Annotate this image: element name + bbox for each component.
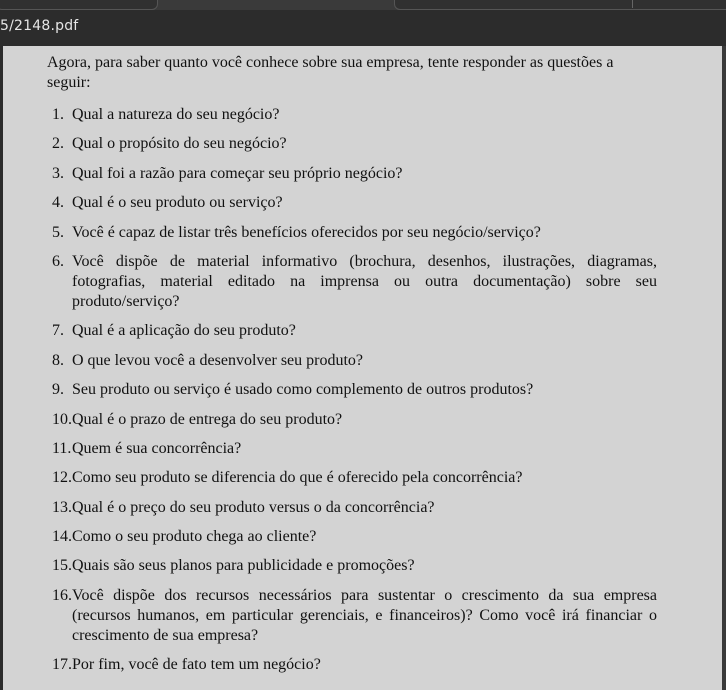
item-text: Quais são seus planos para publicidade e promoções? — [72, 557, 415, 575]
item-text: Qual é o prazo de entrega do seu produto? — [72, 410, 343, 428]
list-item — [47, 321, 657, 341]
item-number: 12. — [52, 469, 72, 487]
item-text: Qual é a aplicação do seu produto? — [72, 322, 296, 340]
list-item — [47, 252, 657, 312]
item-number: 2. — [52, 135, 64, 153]
item-text: Você é capaz de listar três benefícios oferecidos por seu negócio/serviço? — [72, 223, 541, 241]
viewer-toolbar — [0, 0, 726, 46]
item-number: 8. — [52, 351, 64, 369]
intro-paragraph: Agora, para saber quanto você conhece sobre sua empresa, tente responder as questões a seguir: — [47, 54, 614, 91]
item-number: 6. — [52, 252, 64, 270]
item-number: 16. — [52, 586, 72, 604]
item-number: 15. — [52, 557, 72, 575]
item-text: Qual a natureza do seu negócio? — [72, 106, 280, 123]
item-text: Qual é o preço do seu produto versus o da concorrência? — [72, 498, 435, 516]
item-number: 1. — [52, 106, 64, 123]
list-item — [47, 351, 657, 371]
scroll-gutter[interactable] — [722, 46, 726, 690]
list-item — [47, 498, 657, 518]
pdf-page — [3, 46, 722, 690]
item-text: Qual foi a razão para começar seu próprio negócio? — [72, 164, 403, 182]
item-text: Qual o propósito do seu negócio? — [72, 135, 287, 153]
item-text: Qual é o seu produto ou serviço? — [72, 194, 283, 212]
item-text: O que levou você a desenvolver seu produto? — [72, 351, 364, 369]
list-item — [47, 223, 657, 243]
item-number: 13. — [52, 498, 72, 516]
document-title: 5/2148.pdf — [0, 18, 79, 34]
list-item — [47, 105, 657, 125]
list-item — [47, 193, 657, 213]
browser-tab[interactable] — [0, 0, 158, 10]
item-text: Como seu produto se diferencia do que é oferecido pela concorrência? — [72, 469, 523, 487]
toolbar-separator — [632, 0, 633, 8]
item-text: Você dispõe dos recursos necessários para sustentar o crescimento da sua empresa (recursos humanos, em particular gerenciais, e financeiros)? Como você irá financiar o crescimento de sua empresa? — [72, 586, 657, 644]
item-text: Por fim, você de fato tem um negócio? — [72, 656, 321, 674]
item-number: 7. — [52, 322, 64, 340]
list-item — [47, 134, 657, 154]
item-text: Como o seu produto chega ao cliente? — [72, 528, 317, 546]
address-bar[interactable] — [394, 0, 726, 10]
item-number: 3. — [52, 164, 64, 182]
item-number: 10. — [52, 410, 72, 428]
item-number: 4. — [52, 194, 64, 212]
list-item — [47, 164, 657, 184]
questions-list — [47, 105, 657, 675]
list-item — [47, 468, 657, 488]
list-item — [47, 380, 657, 400]
item-number: 17. — [52, 656, 72, 674]
item-text: Seu produto ou serviço é usado como complemento de outros produtos? — [72, 381, 534, 399]
list-item — [47, 556, 657, 576]
list-item — [47, 655, 657, 675]
list-item — [47, 586, 657, 646]
item-number: 11. — [52, 439, 72, 457]
item-text: Você dispõe de material informativo (brochura, desenhos, ilustrações, diagramas, fotografias, material editado na imprensa ou outra documentação) sobre seu produto/serviço? — [72, 252, 657, 310]
list-item — [47, 527, 657, 547]
item-number: 5. — [52, 223, 64, 241]
list-item — [47, 439, 657, 459]
item-number: 14. — [52, 528, 72, 546]
page-content — [47, 53, 657, 685]
item-number: 9. — [52, 381, 64, 399]
list-item — [47, 410, 657, 430]
item-text: Quem é sua concorrência? — [72, 439, 242, 457]
tab-strip — [0, 0, 726, 10]
